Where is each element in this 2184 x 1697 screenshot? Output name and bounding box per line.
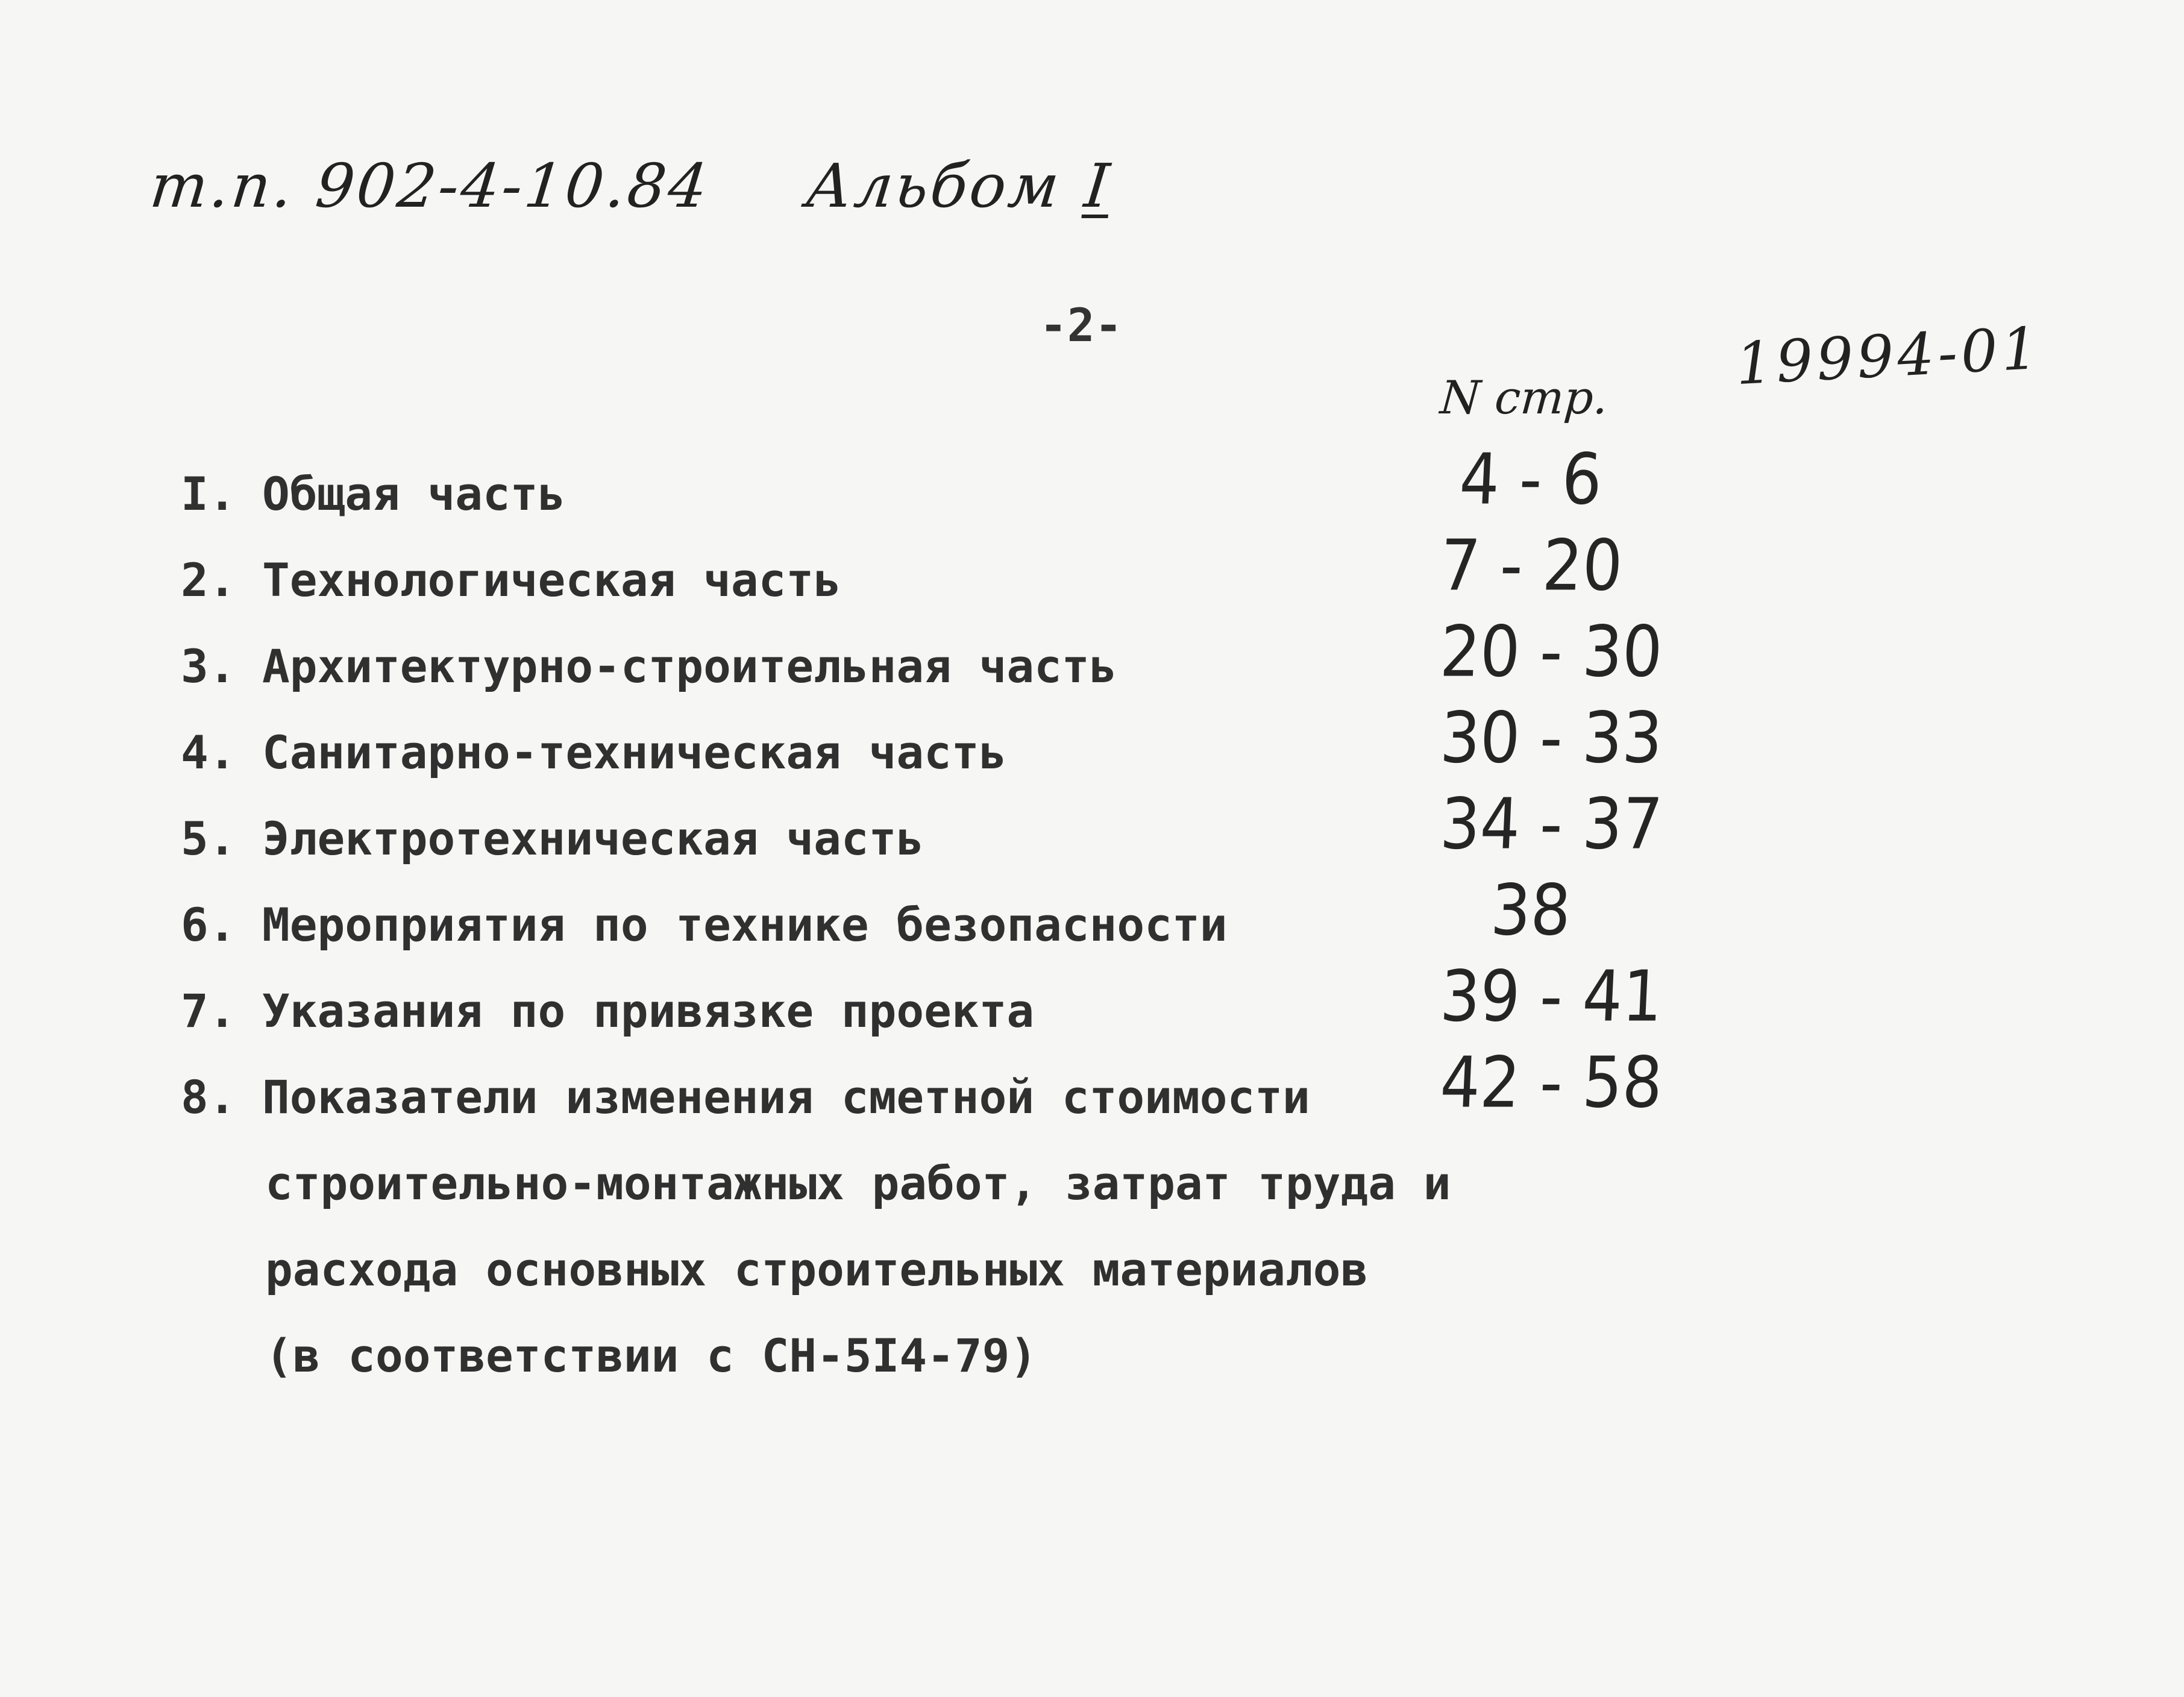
toc-item-title: Мероприятия по технике безопасности [262, 898, 1228, 952]
project-code: т.п. 902-4-10.84 [146, 151, 714, 221]
toc-item-number: I. [181, 467, 236, 521]
toc-item-title: Санитарно-техническая часть [262, 726, 1007, 779]
toc-item-continuation-line: расхода основных строительных материалов [265, 1243, 1369, 1296]
toc-item-number: 5. [181, 812, 236, 865]
toc-item [181, 1041, 1687, 1382]
toc-item-number: 8. [181, 1070, 236, 1124]
toc-item-number: 7. [181, 984, 236, 1038]
toc-item-pages: 20 - 30 [1438, 610, 1665, 693]
toc-item-title: Показатели изменения сметной стоимости [262, 1070, 1310, 1124]
toc-item-title: Электротехническая часть [262, 812, 924, 865]
toc-item-title: Архитектурно-строительная часть [262, 639, 1117, 693]
toc-item-pages: 4 - 6 [1457, 438, 1604, 521]
toc-item-pages: 7 - 20 [1438, 524, 1625, 607]
toc-item-pages: 42 - 58 [1438, 1041, 1665, 1124]
toc-item-number: 4. [181, 726, 236, 779]
table-of-contents [181, 438, 1687, 1382]
inventory-number: 19994-01 [1734, 314, 2044, 398]
page-column-header: N стр. [1438, 371, 1610, 424]
toc-item-title: Общая часть [262, 467, 566, 521]
toc-item-number: 2. [181, 553, 236, 607]
toc-item-number: 3. [181, 639, 236, 693]
toc-item-continuation-line: (в соответствии с СН-5I4-79) [265, 1329, 1038, 1382]
toc-item-continuation-line: строительно-монтажных работ, затрат труда и [265, 1156, 1451, 1210]
album-label: Альбом [803, 151, 1065, 221]
toc-item-number: 6. [181, 898, 236, 952]
toc-item-pages: 30 - 33 [1438, 696, 1665, 779]
handwritten-project-reference [147, 151, 1115, 221]
toc-item-pages: 34 - 37 [1438, 782, 1665, 865]
toc-item-pages: 39 - 41 [1438, 955, 1665, 1038]
album-number: I [1081, 151, 1116, 221]
toc-item-pages: 38 [1489, 868, 1573, 952]
toc-item-title: Технологическая часть [262, 553, 841, 607]
page-number: -2- [1040, 298, 1123, 352]
toc-item-title: Указания по привязке проекта [262, 984, 1035, 1038]
